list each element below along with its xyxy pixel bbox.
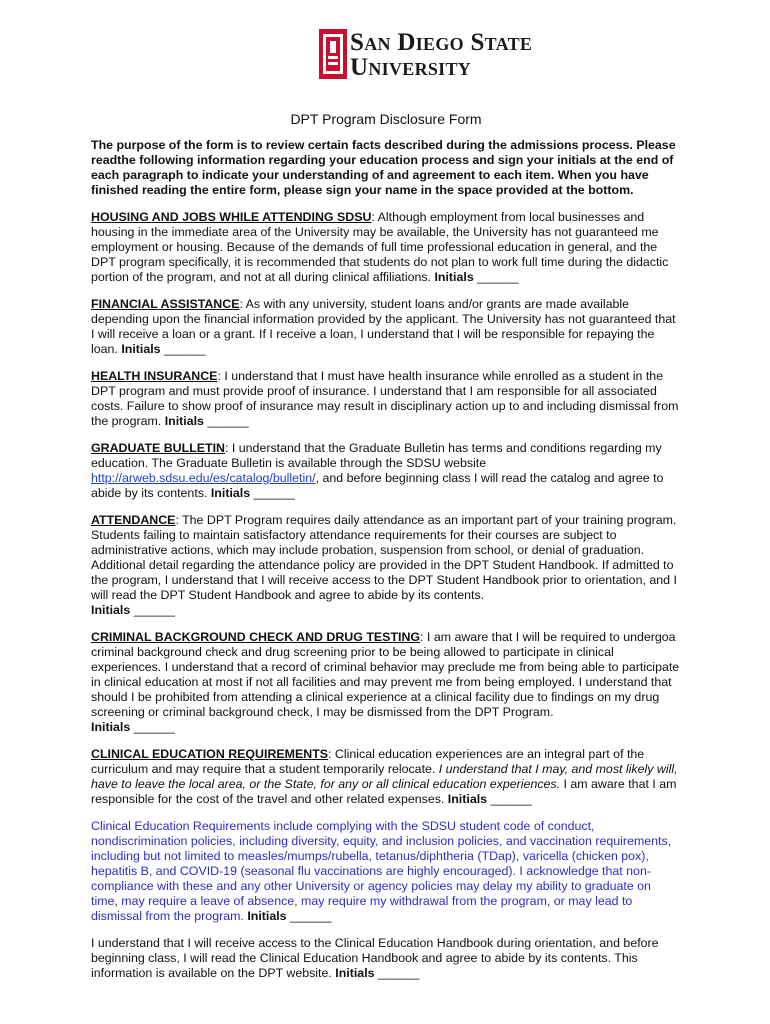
- initials-blank[interactable]: ______: [377, 966, 420, 980]
- criminal-heading: CRIMINAL BACKGROUND CHECK AND DRUG TESTING: [91, 630, 421, 644]
- initials-blank[interactable]: ______: [133, 720, 176, 734]
- initials-label: Initials: [121, 342, 161, 356]
- logo-line-1: San Diego State: [350, 29, 533, 56]
- housing-heading: HOUSING AND JOBS WHILE ATTENDING SDSU: [91, 210, 372, 224]
- attendance-heading: ATTENDANCE: [91, 513, 176, 527]
- initials-label: Initials: [91, 603, 131, 617]
- bulletin-link[interactable]: http://arweb.sdsu.edu/es/catalog/bulletin/: [91, 471, 316, 485]
- attendance-paragraph: [91, 513, 681, 618]
- initials-label: Initials: [247, 909, 287, 923]
- housing-paragraph: [91, 210, 681, 285]
- initials-label: Initials: [335, 966, 375, 980]
- financial-heading: FINANCIAL ASSISTANCE: [91, 297, 240, 311]
- financial-text: : As with any university, student loans and/or grants are made available depending upon the financial information provided by the applicant. The University has not guaranteed that I will receive a loan or a grant. If I receive a loan, I understand that I will be responsible for repaying the loan.: [91, 297, 676, 356]
- clinical-text-after: I am aware that I am responsible for the cost of the travel and other related expenses.: [91, 777, 677, 806]
- initials-label: Initials: [164, 414, 204, 428]
- initials-label: Initials: [91, 720, 131, 734]
- intro-paragraph: The purpose of the form is to review certain facts described during the admissions process. Please readthe following information regarding your education process and sign your initials at the end of each paragraph to indicate your understanding of and agreement to each item. When you have finished reading the entire form, please sign your name in the space provided at the bottom.: [91, 138, 676, 197]
- initials-blank[interactable]: ______: [290, 909, 332, 923]
- housing-text: : Although employment from local businesses and housing in the immediate area of the University may be available, the University has not guaranteed me employment or housing. Because of the demands of full time professional education in general, and the DPT program specifically, it is recommended that students do not plan to work full time during the didactic portion of the program, and not at all during clinical affiliations.: [91, 210, 669, 284]
- clinical-requirements-text: Clinical Education Requirements include complying with the SDSU student code of conduct, nondiscrimination policies, including diversity, equity, and inclusion policies, and vaccination requirements, including but not limited to measles/mumps/rubella, tetanus/diphtheria (TDap), varicella (chicken pox), hepatitis B, and COVID-19 (seasonal flu vaccinations are highly encouraged). I acknowledge that non-compliance with these and any other University or agency policies may delay my ability to graduate on time, may require a leave of absence, may require my withdrawal from the program, or may lead to dismissal from the program.: [91, 819, 672, 923]
- bulletin-text: : I understand that the Graduate Bulletin has terms and conditions regarding my education. The Graduate Bulletin is available through the SDSU website: [91, 441, 662, 470]
- financial-paragraph: [91, 297, 681, 357]
- sdsu-logo: [318, 28, 568, 80]
- initials-label: Initials: [434, 270, 474, 284]
- handbook-text: I understand that I will receive access to the Clinical Education Handbook during orientation, and before beginning class, I will read the Clinical Education Handbook and agree to abide by its contents. This information is available on the DPT website.: [91, 936, 659, 980]
- clinical-heading: CLINICAL EDUCATION REQUIREMENTS: [91, 747, 329, 761]
- initials-blank[interactable]: ______: [207, 414, 249, 428]
- bulletin-heading: GRADUATE BULLETIN: [91, 441, 225, 455]
- initials-label: Initials: [210, 486, 251, 500]
- bulletin-paragraph: [91, 441, 681, 501]
- health-heading: HEALTH INSURANCE: [91, 369, 218, 383]
- health-paragraph: [91, 369, 681, 429]
- logo-line-2: University: [350, 54, 472, 81]
- page-title: DPT Program Disclosure Form: [290, 111, 482, 127]
- clinical-italic: I understand that I may, and most likely will, have to leave the local area, or the State, for any or all clinical education experiences.: [91, 762, 678, 791]
- sdsu-seal-icon: [318, 28, 348, 80]
- initials-blank[interactable]: ______: [133, 603, 176, 617]
- initials-blank[interactable]: ______: [477, 270, 519, 284]
- clinical-text: : Clinical education experiences are an integral part of the curriculum and may require that a student temporarily relocate.: [91, 747, 645, 776]
- initials-blank[interactable]: ______: [164, 342, 206, 356]
- initials-blank[interactable]: ______: [253, 486, 295, 500]
- form-body: [91, 110, 681, 993]
- bulletin-text-after: , and before beginning class I will read the catalog and agree to abide by its contents.: [91, 471, 664, 500]
- health-text: : I understand that I must have health insurance while enrolled as a student in the DPT program and must provide proof of insurance. I understand that I am responsible for all associated costs. Failure to show proof of insurance may result in disciplinary action up to and including dismissal from the program.: [91, 369, 679, 428]
- criminal-text: : I am aware that I will be required to undergoa criminal background check and drug screening prior to be being allowed to participate in clinical experiences. I understand that a record of criminal behavior may preclude me from being able to participate in clinical education at most if not all facilities and may prevent me from being employed. I understand that should I be prohibited from attending a clinical experience at a clinical facility due to findings on my drug screening or criminal background check, I may be dismissed from the DPT Program.: [91, 630, 680, 719]
- initials-blank[interactable]: ______: [490, 792, 532, 806]
- initials-label: Initials: [447, 792, 488, 806]
- handbook-paragraph: [91, 936, 681, 981]
- attendance-text: : The DPT Program requires daily attendance as an important part of your training program. Students failing to maintain satisfactory attendance requirements for their courses are subject to administrative actions, which may include probation, suspension from school, or denial of graduation. Additional detail regarding the attendance policy are provided in the DPT Student Handbook. If admitted to the program, I understand that I will receive access to the DPT Student Handbook prior to orientation, and I will read the DPT Student Handbook and agree to abide by its contents.: [91, 513, 677, 602]
- clinical-requirements-paragraph: [91, 819, 681, 924]
- criminal-paragraph: [91, 630, 681, 735]
- clinical-paragraph: [91, 747, 681, 807]
